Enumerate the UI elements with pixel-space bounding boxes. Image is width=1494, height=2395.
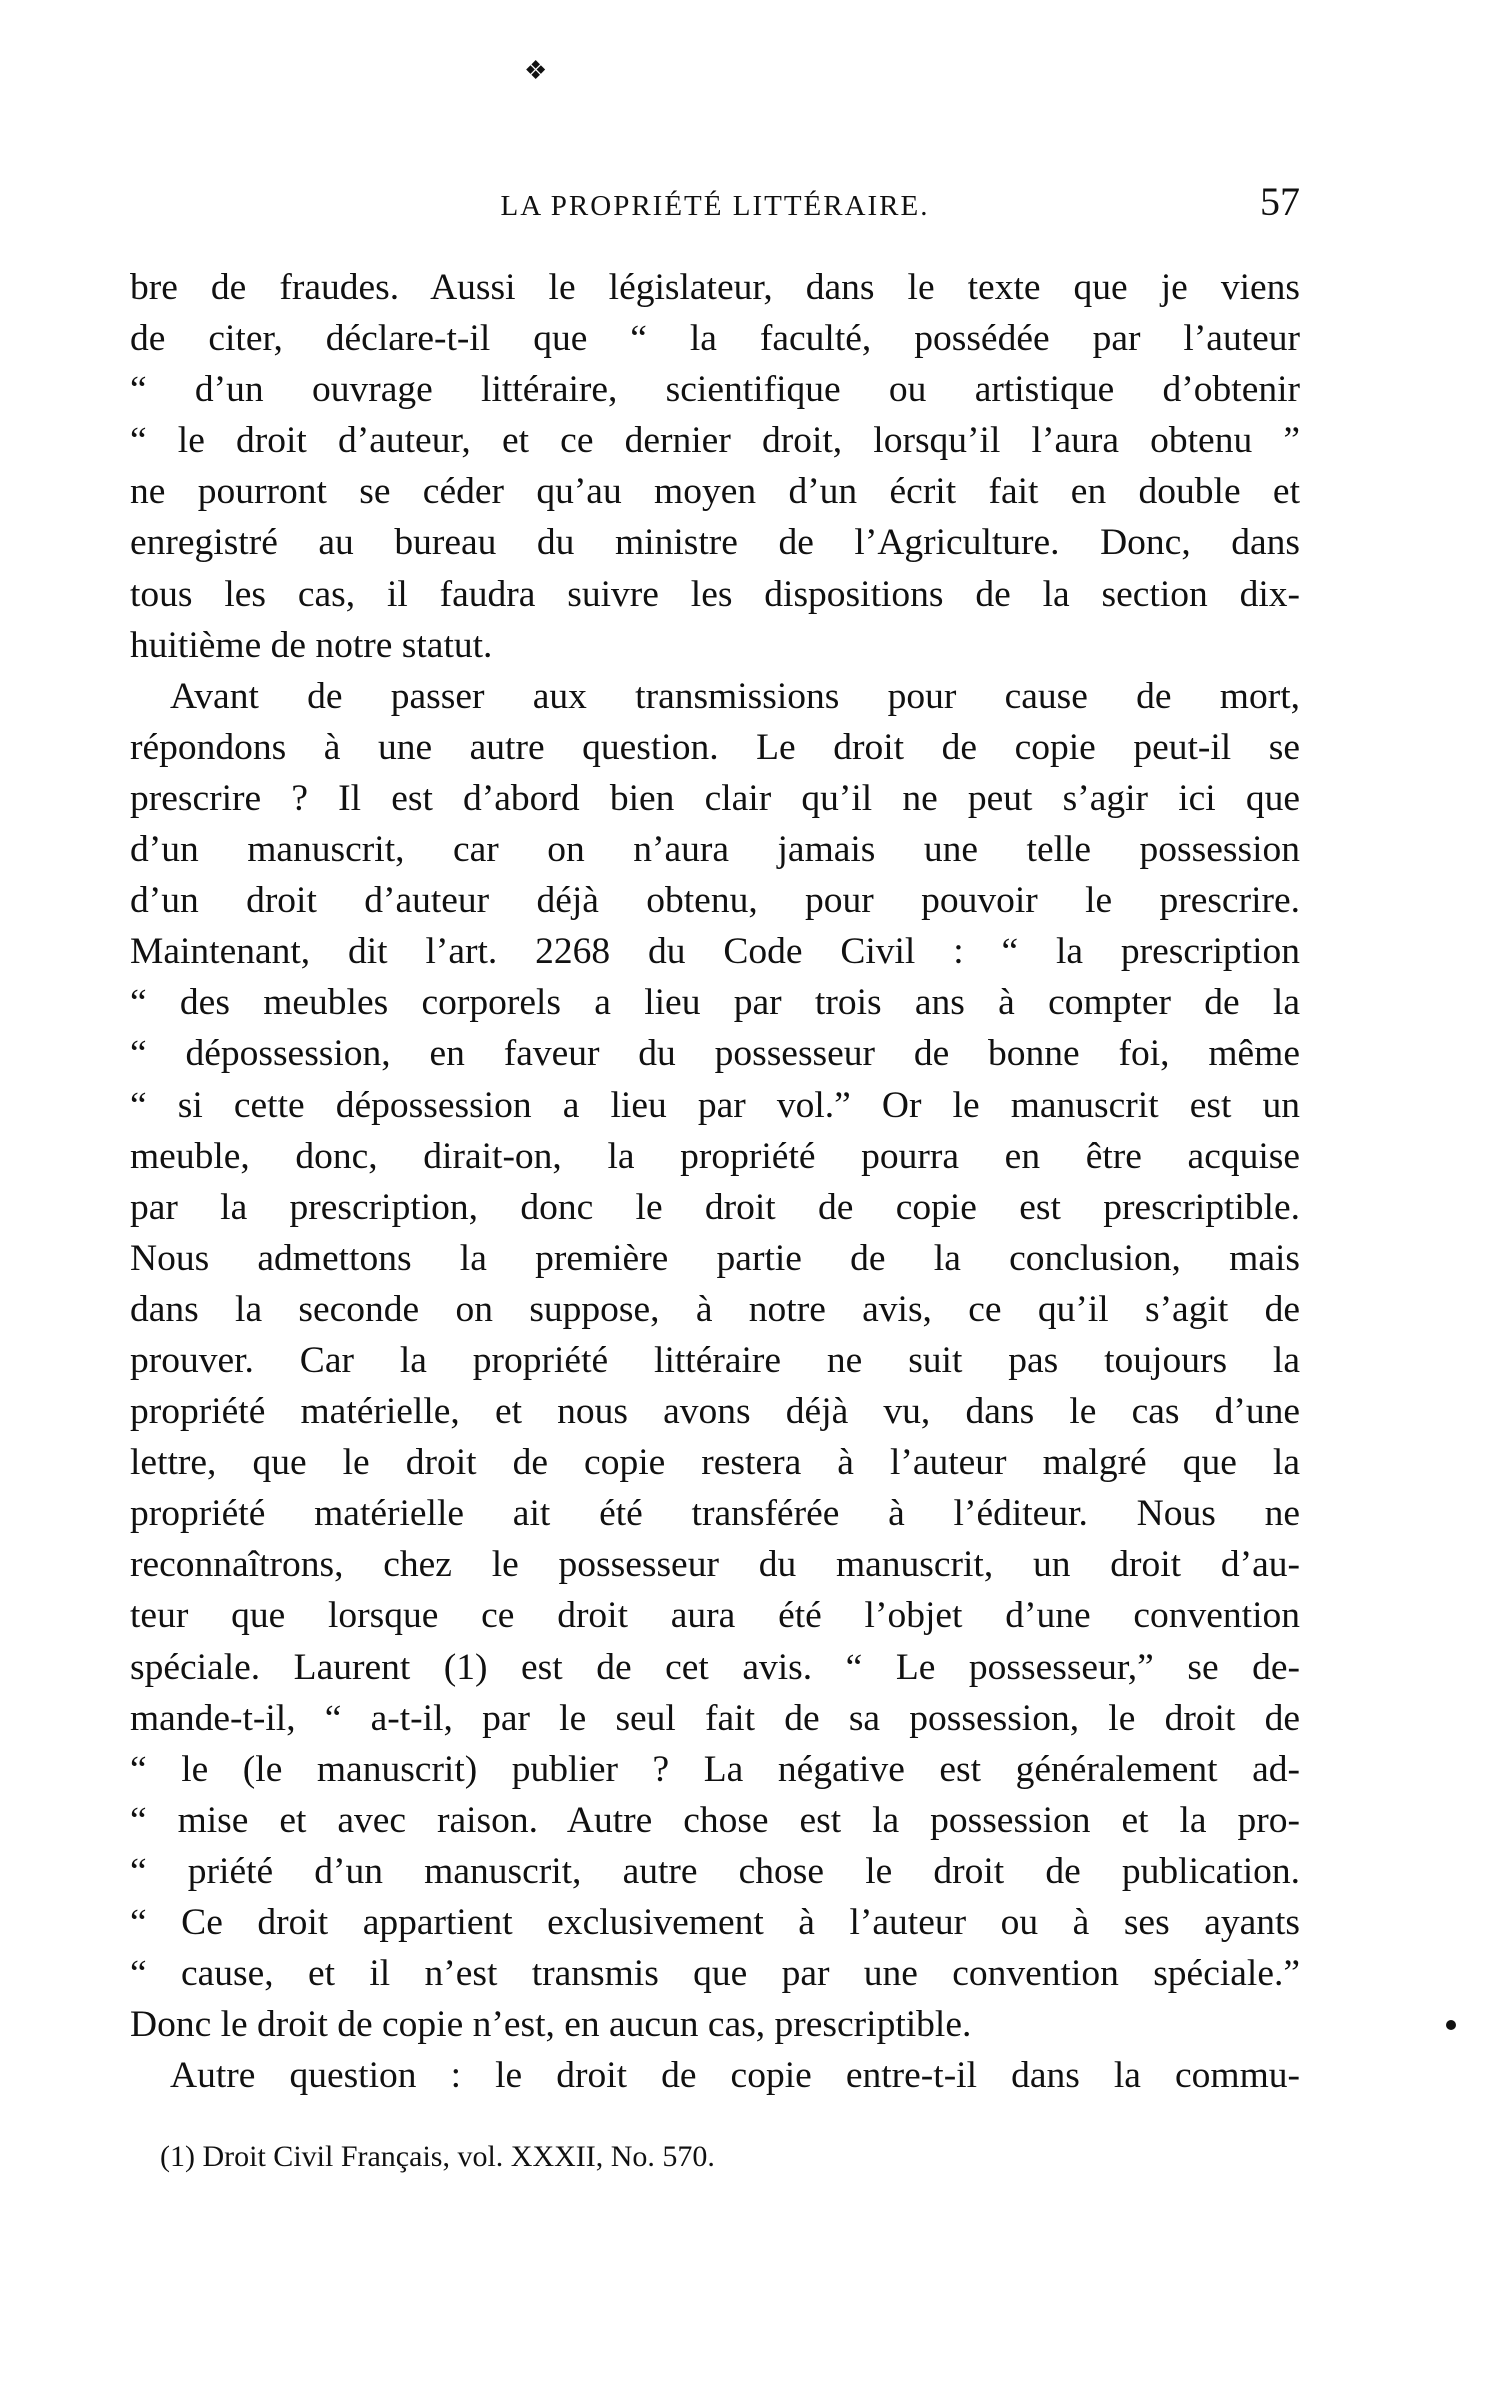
text-line: meuble, donc, dirait-on, la propriété pourra en être acquise xyxy=(130,1135,1300,1177)
text-line: “ le droit d’auteur, et ce dernier droit, lorsqu’il l’aura obtenu ” xyxy=(130,420,1300,462)
text-line: par la prescription, donc le droit de copie est prescriptible. xyxy=(130,1186,1300,1228)
text-line: prescrire ? Il est d’abord bien clair qu’il ne peut s’agir ici que xyxy=(130,777,1300,819)
text-line: Nous admettons la première partie de la conclusion, mais xyxy=(130,1237,1300,1279)
text-line: d’un droit d’auteur déjà obtenu, pour pouvoir le prescrire. xyxy=(130,880,1300,922)
text-line: de citer, déclare-t-il que “ la faculté, possédée par l’auteur xyxy=(130,318,1300,360)
text-line: “ cause, et il n’est transmis que par une convention spéciale.” xyxy=(130,1953,1300,1995)
ornament-mark: ❖ xyxy=(524,56,548,86)
text-line: Maintenant, dit l’art. 2268 du Code Civil : “ la prescription xyxy=(130,931,1300,973)
text-line: Avant de passer aux transmissions pour cause de mort, xyxy=(170,675,1300,717)
text-line: spéciale. Laurent (1) est de cet avis. “ Le possesseur,” se de- xyxy=(130,1646,1300,1688)
text-line: “ si cette dépossession a lieu par vol.” Or le manuscrit est un xyxy=(130,1084,1300,1126)
text-line: “ dépossession, en faveur du possesseur de bonne foi, même xyxy=(130,1033,1300,1075)
page-number: 57 xyxy=(1260,179,1300,224)
running-title: LA PROPRIÉTÉ LITTÉRAIRE. xyxy=(500,190,930,222)
body-text xyxy=(130,262,1300,2101)
text-line: huitième de notre statut. xyxy=(130,624,493,666)
text-line: mande-t-il, “ a-t-il, par le seul fait de sa possession, le droit de xyxy=(130,1697,1300,1739)
text-line: “ Ce droit appartient exclusivement à l’auteur ou à ses ayants xyxy=(130,1902,1300,1943)
text-line: “ mise et avec raison. Autre chose est la possession et la pro- xyxy=(130,1799,1300,1841)
text-line: ne pourront se céder qu’au moyen d’un écrit fait en double et xyxy=(130,471,1300,513)
text-line: lettre, que le droit de copie restera à l’auteur malgré que la xyxy=(130,1442,1300,1484)
text-line: bre de fraudes. Aussi le législateur, dans le texte que je viens xyxy=(130,267,1300,308)
text-line: d’un manuscrit, car on n’aura jamais une telle possession xyxy=(130,829,1300,871)
text-line: “ des meubles corporels a lieu par trois ans à compter de la xyxy=(130,982,1300,1024)
text-line: enregistré au bureau du ministre de l’Agriculture. Donc, dans xyxy=(130,522,1300,564)
text-line: propriété matérielle ait été transférée à l’éditeur. Nous ne xyxy=(130,1493,1300,1535)
text-line: Donc le droit de copie n’est, en aucun cas, prescriptible. xyxy=(130,2004,972,2046)
text-line: “ le (le manuscrit) publier ? La négative est généralement ad- xyxy=(130,1748,1300,1790)
text-line: tous les cas, il faudra suivre les dispositions de la section dix- xyxy=(130,573,1300,615)
footnote: (1) Droit Civil Français, vol. XXXII, No. 570. xyxy=(160,2140,715,2173)
text-line: reconnaîtrons, chez le possesseur du manuscrit, un droit d’au- xyxy=(130,1544,1300,1586)
page-header xyxy=(130,178,1300,228)
margin-dot xyxy=(1446,2020,1456,2030)
text-line: Autre question : le droit de copie entre-t-il dans la commu- xyxy=(170,2055,1300,2097)
text-line: teur que lorsque ce droit aura été l’objet d’une convention xyxy=(130,1595,1300,1637)
text-line: “ d’un ouvrage littéraire, scientifique ou artistique d’obtenir xyxy=(130,369,1300,411)
text-line: “ priété d’un manuscrit, autre chose le droit de publication. xyxy=(130,1850,1300,1892)
text-line: prouver. Car la propriété littéraire ne suit pas toujours la xyxy=(130,1339,1300,1381)
text-line: dans la seconde on suppose, à notre avis, ce qu’il s’agit de xyxy=(130,1288,1300,1330)
text-line: propriété matérielle, et nous avons déjà vu, dans le cas d’une xyxy=(130,1391,1300,1433)
text-line: répondons à une autre question. Le droit de copie peut-il se xyxy=(130,726,1300,768)
